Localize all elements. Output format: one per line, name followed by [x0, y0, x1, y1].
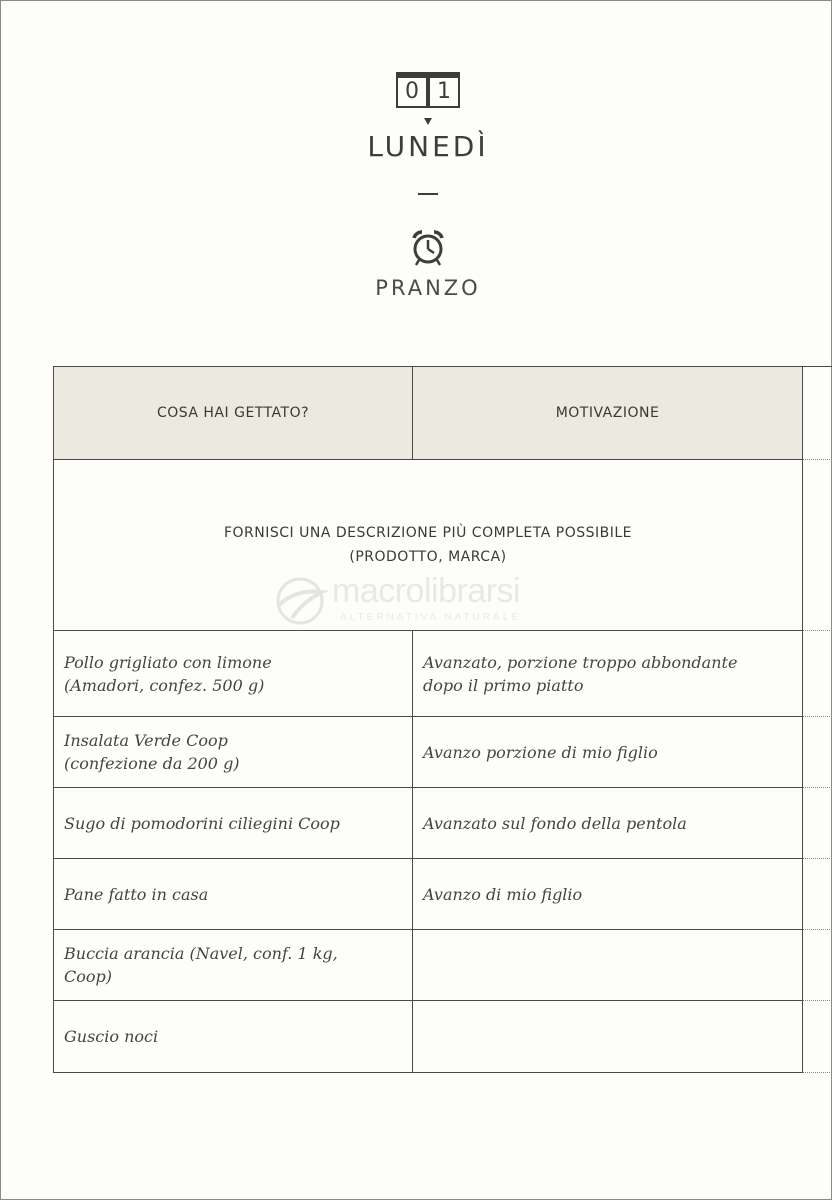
meal-name: PRANZO	[375, 276, 481, 300]
side-strip	[803, 1001, 832, 1073]
column-header-reason: MOTIVAZIONE	[412, 366, 803, 460]
side-strip	[803, 366, 832, 460]
table-row	[53, 631, 803, 717]
table-row	[53, 930, 803, 1001]
table-row	[53, 1001, 803, 1073]
table-row	[53, 717, 803, 788]
leaf-logo-icon	[270, 576, 328, 626]
table-row	[53, 788, 803, 859]
item-cell[interactable]	[54, 717, 413, 787]
side-strip	[803, 859, 832, 930]
side-strip	[803, 631, 832, 717]
item-cell[interactable]	[54, 1001, 413, 1072]
day-digit-units: 1	[428, 78, 460, 108]
column-header-item: COSA HAI GETTATO?	[53, 366, 413, 460]
alarm-clock-icon	[408, 228, 448, 268]
item-cell[interactable]	[54, 930, 413, 1000]
reason-text: Avanzo porzione di mio figlio	[423, 742, 658, 762]
day-counter	[396, 72, 460, 108]
watermark-name: macrolibrarsi	[332, 572, 521, 610]
watermark	[270, 572, 570, 628]
reason-cell[interactable]	[413, 930, 802, 1000]
description-line: FORNISCI UNA DESCRIZIONE PIÙ COMPLETA POSSIBILE	[223, 524, 632, 541]
reason-cell[interactable]	[413, 631, 802, 716]
watermark-tagline: ALTERNATIVA NATURALE	[340, 612, 521, 623]
reason-cell[interactable]	[413, 788, 802, 858]
reason-cell[interactable]	[413, 859, 802, 929]
item-cell[interactable]	[54, 788, 413, 858]
reason-text: Avanzo di mio figlio	[423, 884, 583, 904]
item-text: Sugo di pomodorini ciliegini Coop	[64, 813, 340, 833]
item-cell[interactable]	[54, 631, 413, 716]
side-strip	[803, 788, 832, 859]
side-strip	[803, 717, 832, 788]
reason-text: Avanzato sul fondo della pentola	[423, 813, 687, 833]
item-cell[interactable]	[54, 859, 413, 929]
side-strip	[803, 930, 832, 1001]
table-row	[53, 859, 803, 930]
item-text: Guscio noci	[64, 1027, 159, 1046]
triangle-down-icon	[424, 118, 432, 125]
day-digit-tens: 0	[396, 78, 428, 108]
reason-cell[interactable]	[413, 717, 802, 787]
waste-table	[53, 366, 832, 1073]
side-strip	[803, 460, 832, 631]
item-text: Insalata Verde Coop (confezione da 200 g)	[64, 731, 240, 773]
description-line: (PRODOTTO, MARCA)	[349, 548, 507, 565]
item-text: Pollo grigliato con limone (Amadori, confez. 500 g)	[64, 652, 272, 695]
reason-cell[interactable]	[413, 1001, 802, 1072]
divider-dash	[418, 193, 438, 195]
reason-text: Avanzato, porzione troppo abbondante dopo il primo piatto	[423, 652, 738, 695]
item-text: Buccia arancia (Navel, conf. 1 kg, Coop)	[64, 944, 338, 986]
day-name: LUNEDÌ	[367, 130, 489, 163]
item-text: Pane fatto in casa	[64, 884, 209, 904]
